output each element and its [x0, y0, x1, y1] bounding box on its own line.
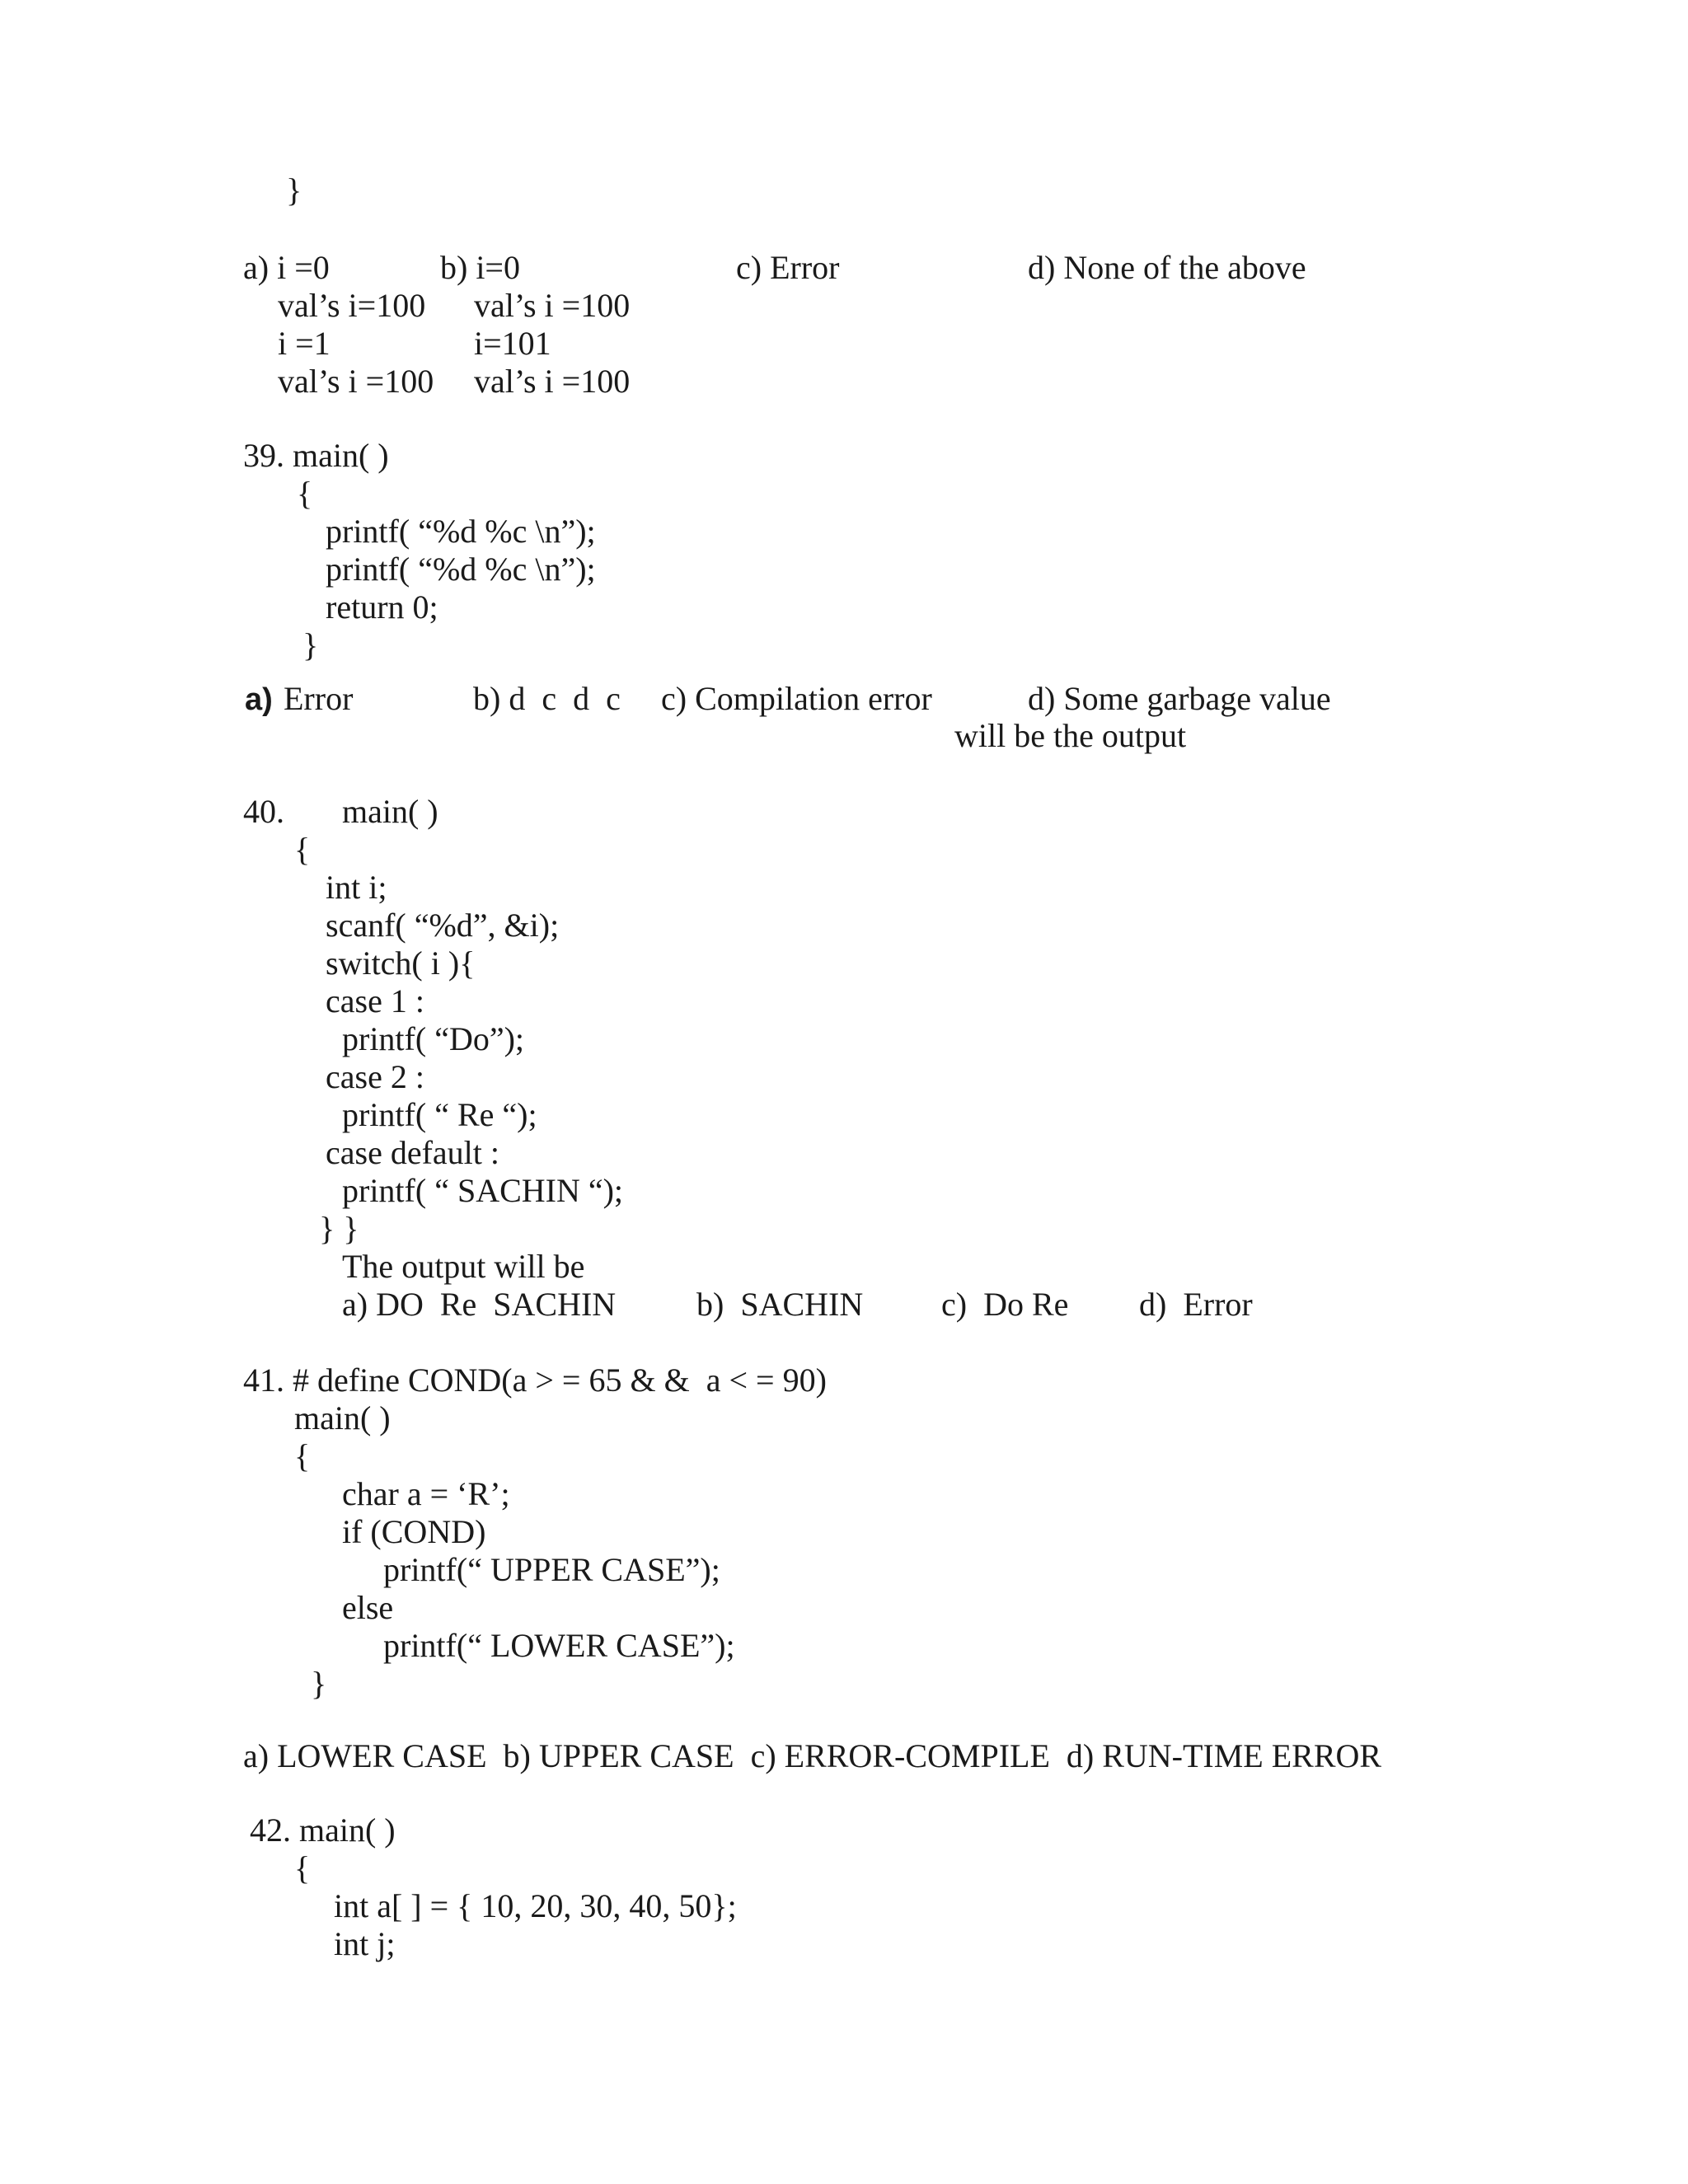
q39-option-c: c) Compilation error [661, 680, 932, 717]
q39-code-line: { [297, 475, 313, 512]
q42-code-line: { [294, 1849, 311, 1886]
q41-code-line: main( ) [294, 1399, 391, 1436]
q41-code-line: char a = ‘R’; [342, 1475, 510, 1512]
option-a-line-3: i =1 [278, 325, 331, 362]
q42-code-line: int a[ ] = { 10, 20, 30, 40, 50}; [334, 1887, 737, 1924]
q41-code-line: { [294, 1437, 311, 1474]
q39-option-b: b) d c d c [473, 680, 621, 717]
q40-code-line: printf( “ Re “); [342, 1096, 537, 1133]
q40-code-line: } } [319, 1210, 359, 1247]
q39-option-a: Error [284, 680, 354, 717]
q40-code-line: int i; [326, 869, 387, 906]
q40-option-a: a) DO Re SACHIN [342, 1286, 617, 1323]
q39-header: 39. main( ) [243, 437, 389, 474]
q40-option-c: c) Do Re [941, 1286, 1069, 1323]
q41-options: a) LOWER CASE b) UPPER CASE c) ERROR-COMPILE d) RUN-TIME ERROR [243, 1737, 1382, 1774]
q40-code-line: { [294, 831, 311, 868]
q39-option-a-marker: a) [245, 682, 273, 717]
q41-code-line: if (COND) [342, 1513, 486, 1550]
option-b-line-2: val’s i =100 [474, 287, 631, 324]
q40-main: main( ) [342, 793, 438, 830]
q40-code-line: printf( “ SACHIN “); [342, 1172, 624, 1209]
q41-code-line: } [311, 1665, 327, 1702]
q41-code-line: else [342, 1589, 394, 1626]
q41-code-line: printf(“ LOWER CASE”); [383, 1627, 735, 1664]
q39-option-d-cont: will be the output [954, 717, 1187, 754]
q40-code-line: switch( i ){ [326, 944, 476, 982]
q42-code-line: int j; [334, 1925, 396, 1962]
q40-prompt: The output will be [342, 1248, 585, 1285]
q41-code-line: printf(“ UPPER CASE”); [383, 1551, 720, 1588]
option-d: d) None of the above [1028, 249, 1306, 286]
q40-number: 40. [243, 793, 284, 830]
q39-code-line: } [302, 626, 319, 663]
option-b-line-4: val’s i =100 [474, 363, 631, 400]
q40-option-b: b) SACHIN [696, 1286, 864, 1323]
option-b-line-3: i=101 [474, 325, 551, 362]
option-a-line-1: a) i =0 [243, 249, 330, 286]
q41-header: 41. # define COND(a > = 65 & & a < = 90) [243, 1361, 827, 1399]
option-c: c) Error [736, 249, 840, 286]
q39-code-line: return 0; [326, 588, 438, 626]
q40-code-line: scanf( “%d”, &i); [326, 907, 560, 944]
q39-option-d: d) Some garbage value [1028, 680, 1331, 717]
q40-code-line: case 1 : [326, 982, 424, 1019]
option-a-line-4: val’s i =100 [278, 363, 434, 400]
q42-header: 42. main( ) [250, 1811, 396, 1849]
option-a-line-2: val’s i=100 [278, 287, 426, 324]
q39-code-line: printf( “%d %c \n”); [326, 513, 596, 550]
q40-code-line: printf( “Do”); [342, 1020, 525, 1057]
q40-option-d: d) Error [1139, 1286, 1253, 1323]
closing-brace: } [286, 171, 302, 209]
option-b-line-1: b) i=0 [440, 249, 520, 286]
q39-code-line: printf( “%d %c \n”); [326, 551, 596, 588]
q40-code-line: case default : [326, 1134, 499, 1171]
q40-code-line: case 2 : [326, 1058, 424, 1095]
